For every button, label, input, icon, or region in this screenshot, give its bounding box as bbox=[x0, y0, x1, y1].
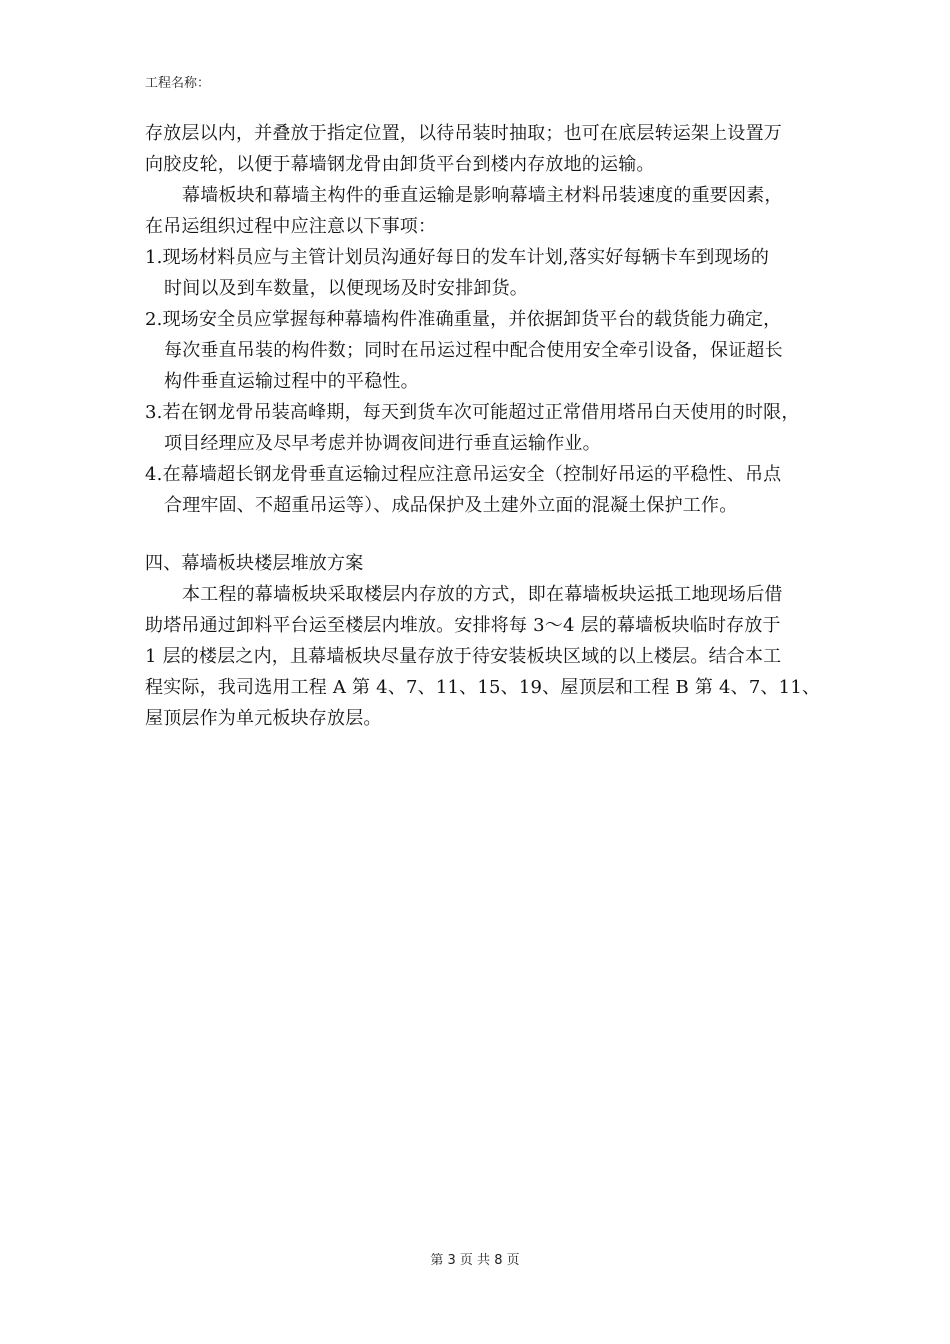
paragraph-line: 在吊运组织过程中应注意以下事项： bbox=[145, 216, 437, 237]
list-item-4-continued: 合理牢固、不超重吊运等）、成品保护及土建外立面的混凝土保护工作。 bbox=[164, 495, 738, 516]
paragraph-line: 程实际，我司选用工程 A 第 4、7、11、15、19、屋顶层和工程 B 第 4、7、11、 bbox=[145, 677, 821, 698]
list-item-3-continued: 项目经理应及尽早考虑并协调夜间进行垂直运输作业。 bbox=[164, 433, 601, 454]
list-item-2: 2.现场安全员应掌握每种幕墙构件准确重量，并依据卸货平台的载货能力确定， bbox=[145, 309, 782, 330]
page-number: 第 3 页 共 8 页 bbox=[430, 1253, 520, 1268]
section-gap bbox=[145, 521, 815, 548]
list-item-4: 4.在幕墙超长钢龙骨垂直运输过程应注意吊运安全（控制好吊运的平稳性、吊点 bbox=[145, 464, 782, 485]
list-item-2-continued: 每次垂直吊装的构件数；同时在吊运过程中配合使用安全牵引设备，保证超长 bbox=[164, 340, 783, 361]
list-item-1-continued: 时间以及到车数量，以便现场及时安排卸货。 bbox=[164, 278, 528, 299]
paragraph-line: 助塔吊通过卸料平台运至楼层内堆放。安排将每 3～4 层的幕墙板块临时存放于 bbox=[145, 615, 781, 636]
paragraph-line: 本工程的幕墙板块采取楼层内存放的方式，即在幕墙板块运抵工地现场后借 bbox=[182, 584, 783, 605]
project-name-label: 工程名称： bbox=[145, 76, 211, 91]
list-item-3: 3.若在钢龙骨吊装高峰期，每天到货车次可能超过正常借用塔吊白天使用的时限， bbox=[145, 402, 800, 423]
paragraph-line: 屋顶层作为单元板块存放层。 bbox=[145, 708, 382, 729]
document-body bbox=[145, 118, 821, 734]
paragraph-line: 1 层的楼层之内，且幕墙板块尽量存放于待安装板块区域的以上楼层。结合本工 bbox=[145, 646, 782, 667]
paragraph-line: 幕墙板块和幕墙主构件的垂直运输是影响幕墙主材料吊装速度的重要因素， bbox=[182, 185, 783, 206]
paragraph-line: 向胶皮轮，以便于幕墙钢龙骨由卸货平台到楼内存放地的运输。 bbox=[145, 154, 655, 175]
paragraph-line: 存放层以内，并叠放于指定位置，以待吊装时抽取；也可在底层转运架上设置万 bbox=[145, 123, 782, 144]
section-heading: 四、幕墙板块楼层堆放方案 bbox=[145, 553, 364, 574]
list-item-1: 1.现场材料员应与主管计划员沟通好每日的发车计划,落实好每辆卡车到现场的 bbox=[145, 247, 770, 268]
list-item-2-continued: 构件垂直运输过程中的平稳性。 bbox=[164, 371, 419, 392]
